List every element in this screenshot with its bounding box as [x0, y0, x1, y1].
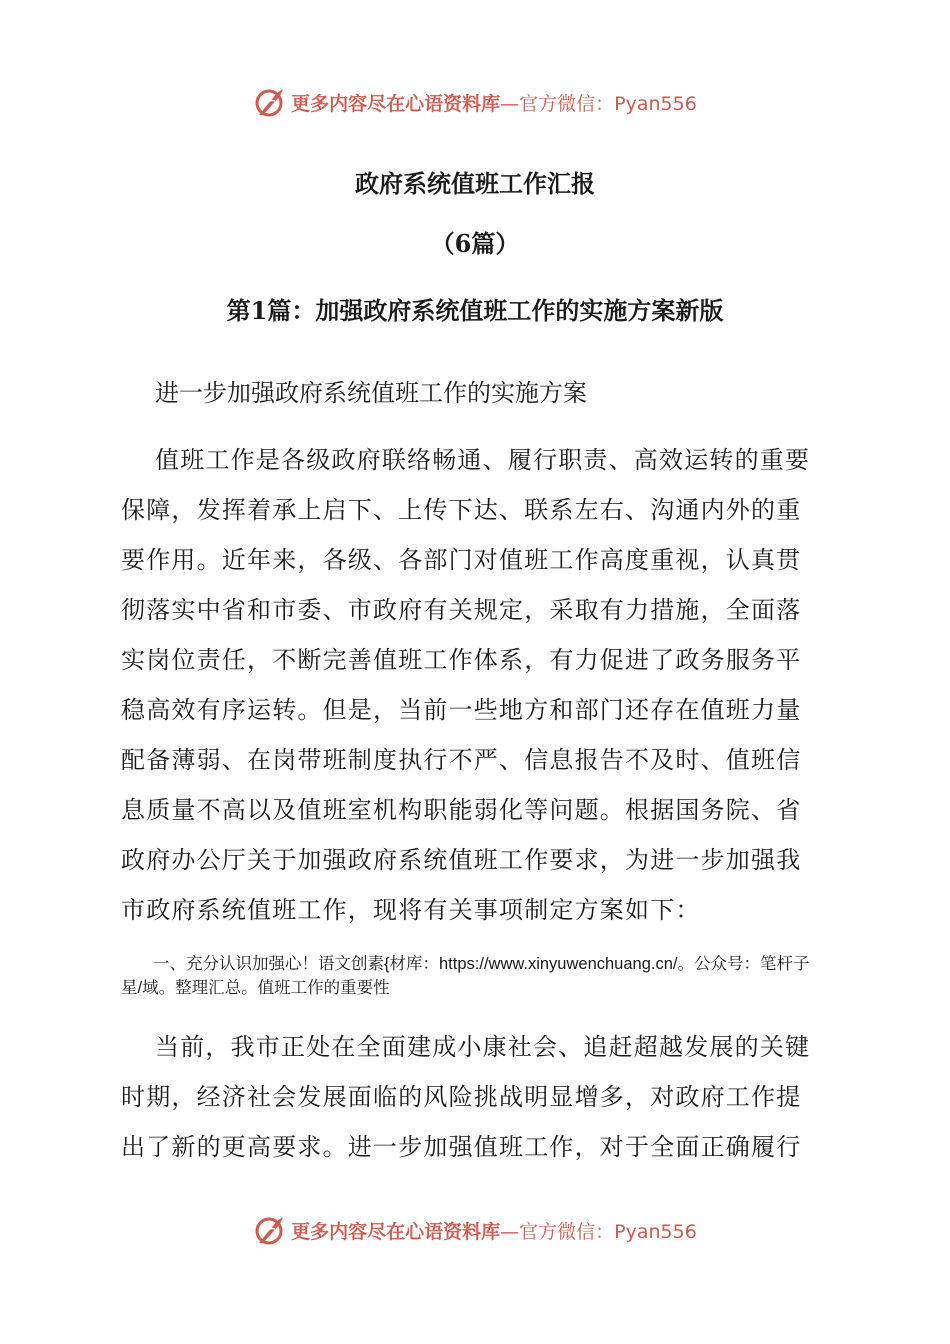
quill-logo-icon: [253, 85, 287, 119]
section-heading-1: 一、充分认识加强心！语文创素{材库：https://www.xinyuwenchuang.cn/。公众号：笔杆子星/域。整理汇总。值班工作的重要性: [121, 955, 810, 997]
banner-contact: —官方微信：Pyan556: [500, 1220, 697, 1243]
document-count: （6篇）: [430, 229, 520, 258]
banner-brand: 更多内容尽在心语资料库: [291, 92, 501, 115]
document-title: 政府系统值班工作汇报: [355, 169, 595, 198]
paragraph-intro: 值班工作是各级政府联络畅通、履行职责、高效运转的重要保障，发挥着承上启下、上传下达、联系左右、沟通内外的重要作用。近年来，各级、各部门对值班工作高度重视，认真贯彻落实中省和市委、市政府有关规定，采取有力措施，全面落实岗位责任，不断完善值班工作体系，有力促进了政务服务平稳高效有序运转。但是，当前一些地方和部门还存在值班力量配备薄弱、在岗带班制度执行不严、信息报告不及时、值班信息质量不高以及值班室机构职能弱化等问题。根据国务院、省政府办公厅关于加强政府系统值班工作要求，为进一步加强我市政府系统值班工作，现将有关事项制定方案如下：: [121, 446, 811, 924]
bottom-banner: [0, 1210, 950, 1250]
banner-contact: —官方微信：Pyan556: [500, 92, 697, 115]
top-banner: [0, 82, 950, 122]
banner-brand: 更多内容尽在心语资料库: [291, 1220, 501, 1243]
paragraph-current: 当前，我市正处在全面建成小康社会、追赶超越发展的关键时期，经济社会发展面临的风险挑战明显增多，对政府工作提出了新的更高要求。进一步加强值班工作，对于全面正确履行: [121, 1033, 811, 1161]
section-title: 第1篇：加强政府系统值班工作的实施方案新版: [226, 296, 724, 325]
quill-logo-icon: [253, 1213, 287, 1247]
plan-subtitle: 进一步加强政府系统值班工作的实施方案: [155, 379, 587, 407]
